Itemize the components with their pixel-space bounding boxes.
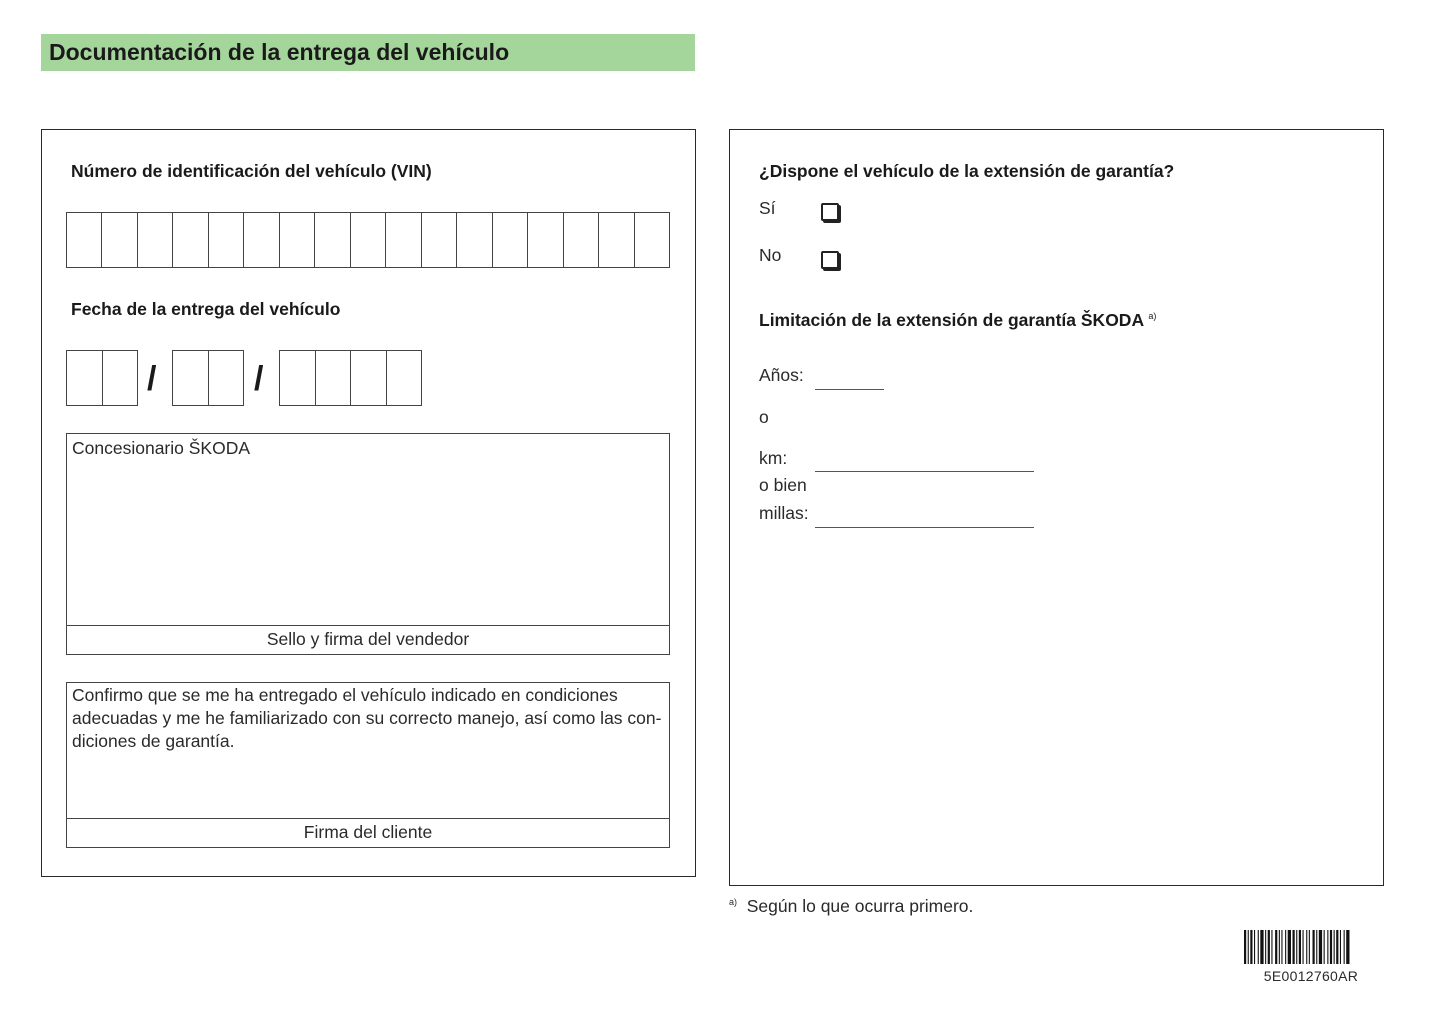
or-label: o bbox=[759, 407, 769, 427]
km-input-line[interactable] bbox=[815, 471, 1034, 472]
vin-char-box[interactable] bbox=[67, 213, 102, 267]
vin-char-box[interactable] bbox=[599, 213, 634, 267]
years-label: Años: bbox=[759, 365, 804, 385]
vin-char-box[interactable] bbox=[635, 213, 669, 267]
customer-signature-label: Firma del cliente bbox=[67, 818, 669, 847]
date-year-boxes[interactable] bbox=[279, 350, 422, 406]
vin-char-box[interactable] bbox=[102, 213, 137, 267]
vin-char-box[interactable] bbox=[280, 213, 315, 267]
vin-char-box[interactable] bbox=[422, 213, 457, 267]
vin-char-box[interactable] bbox=[244, 213, 279, 267]
page-title: Documentación de la entrega del vehículo bbox=[41, 34, 695, 71]
footnote-marker: a) bbox=[1148, 311, 1157, 322]
vin-char-box[interactable] bbox=[209, 213, 244, 267]
vin-char-box[interactable] bbox=[528, 213, 563, 267]
footnote-marker: a) bbox=[729, 897, 738, 908]
option-yes-label: Sí bbox=[759, 198, 776, 218]
vin-char-box[interactable] bbox=[315, 213, 350, 267]
barcode-number: 5E0012760AR bbox=[1263, 968, 1359, 984]
date-label: Fecha de la entrega del vehículo bbox=[71, 299, 341, 319]
no-checkbox[interactable] bbox=[821, 251, 839, 269]
date-separator: / bbox=[254, 360, 264, 398]
yes-checkbox[interactable] bbox=[821, 203, 839, 221]
vin-label: Número de identificación del vehículo (VIN) bbox=[71, 161, 432, 181]
years-input-line[interactable] bbox=[815, 389, 884, 390]
dealer-stamp-box[interactable] bbox=[66, 433, 670, 655]
customer-confirmation-text: Confirmo que se me ha entregado el vehículo indicado en condiciones adecuadas y me he familiarizado con su correcto manejo, así como las con-diciones de garantía. bbox=[72, 685, 662, 751]
customer-signature-box[interactable] bbox=[66, 682, 670, 848]
vin-char-box[interactable] bbox=[173, 213, 208, 267]
or-else-label: o bien bbox=[759, 475, 807, 495]
miles-input-line[interactable] bbox=[815, 527, 1034, 528]
warranty-question: ¿Dispone el vehículo de la extensión de garantía? bbox=[759, 161, 1175, 181]
date-month-boxes[interactable] bbox=[172, 350, 244, 406]
footnote: $^{a)}$ Según lo que ocurra primero. bbox=[729, 896, 974, 916]
vin-char-box[interactable] bbox=[457, 213, 492, 267]
vin-char-box[interactable] bbox=[386, 213, 421, 267]
date-separator: / bbox=[147, 360, 157, 398]
limit-title: Limitación de la extensión de garantía ŠKODA $^{a)}$ bbox=[759, 310, 1157, 330]
miles-label: millas: bbox=[759, 503, 809, 523]
date-day-boxes[interactable] bbox=[66, 350, 138, 406]
km-label: km: bbox=[759, 448, 788, 468]
dealer-signature-label: Sello y firma del vendedor bbox=[67, 625, 669, 654]
vin-char-box[interactable] bbox=[351, 213, 386, 267]
vin-char-box[interactable] bbox=[138, 213, 173, 267]
dealer-title: Concesionario ŠKODA bbox=[72, 438, 250, 458]
option-no-label: No bbox=[759, 245, 782, 265]
warranty-panel bbox=[729, 129, 1384, 886]
vin-char-box[interactable] bbox=[564, 213, 599, 267]
barcode bbox=[1244, 930, 1384, 964]
vin-char-box[interactable] bbox=[493, 213, 528, 267]
vin-input-boxes[interactable] bbox=[66, 212, 670, 268]
